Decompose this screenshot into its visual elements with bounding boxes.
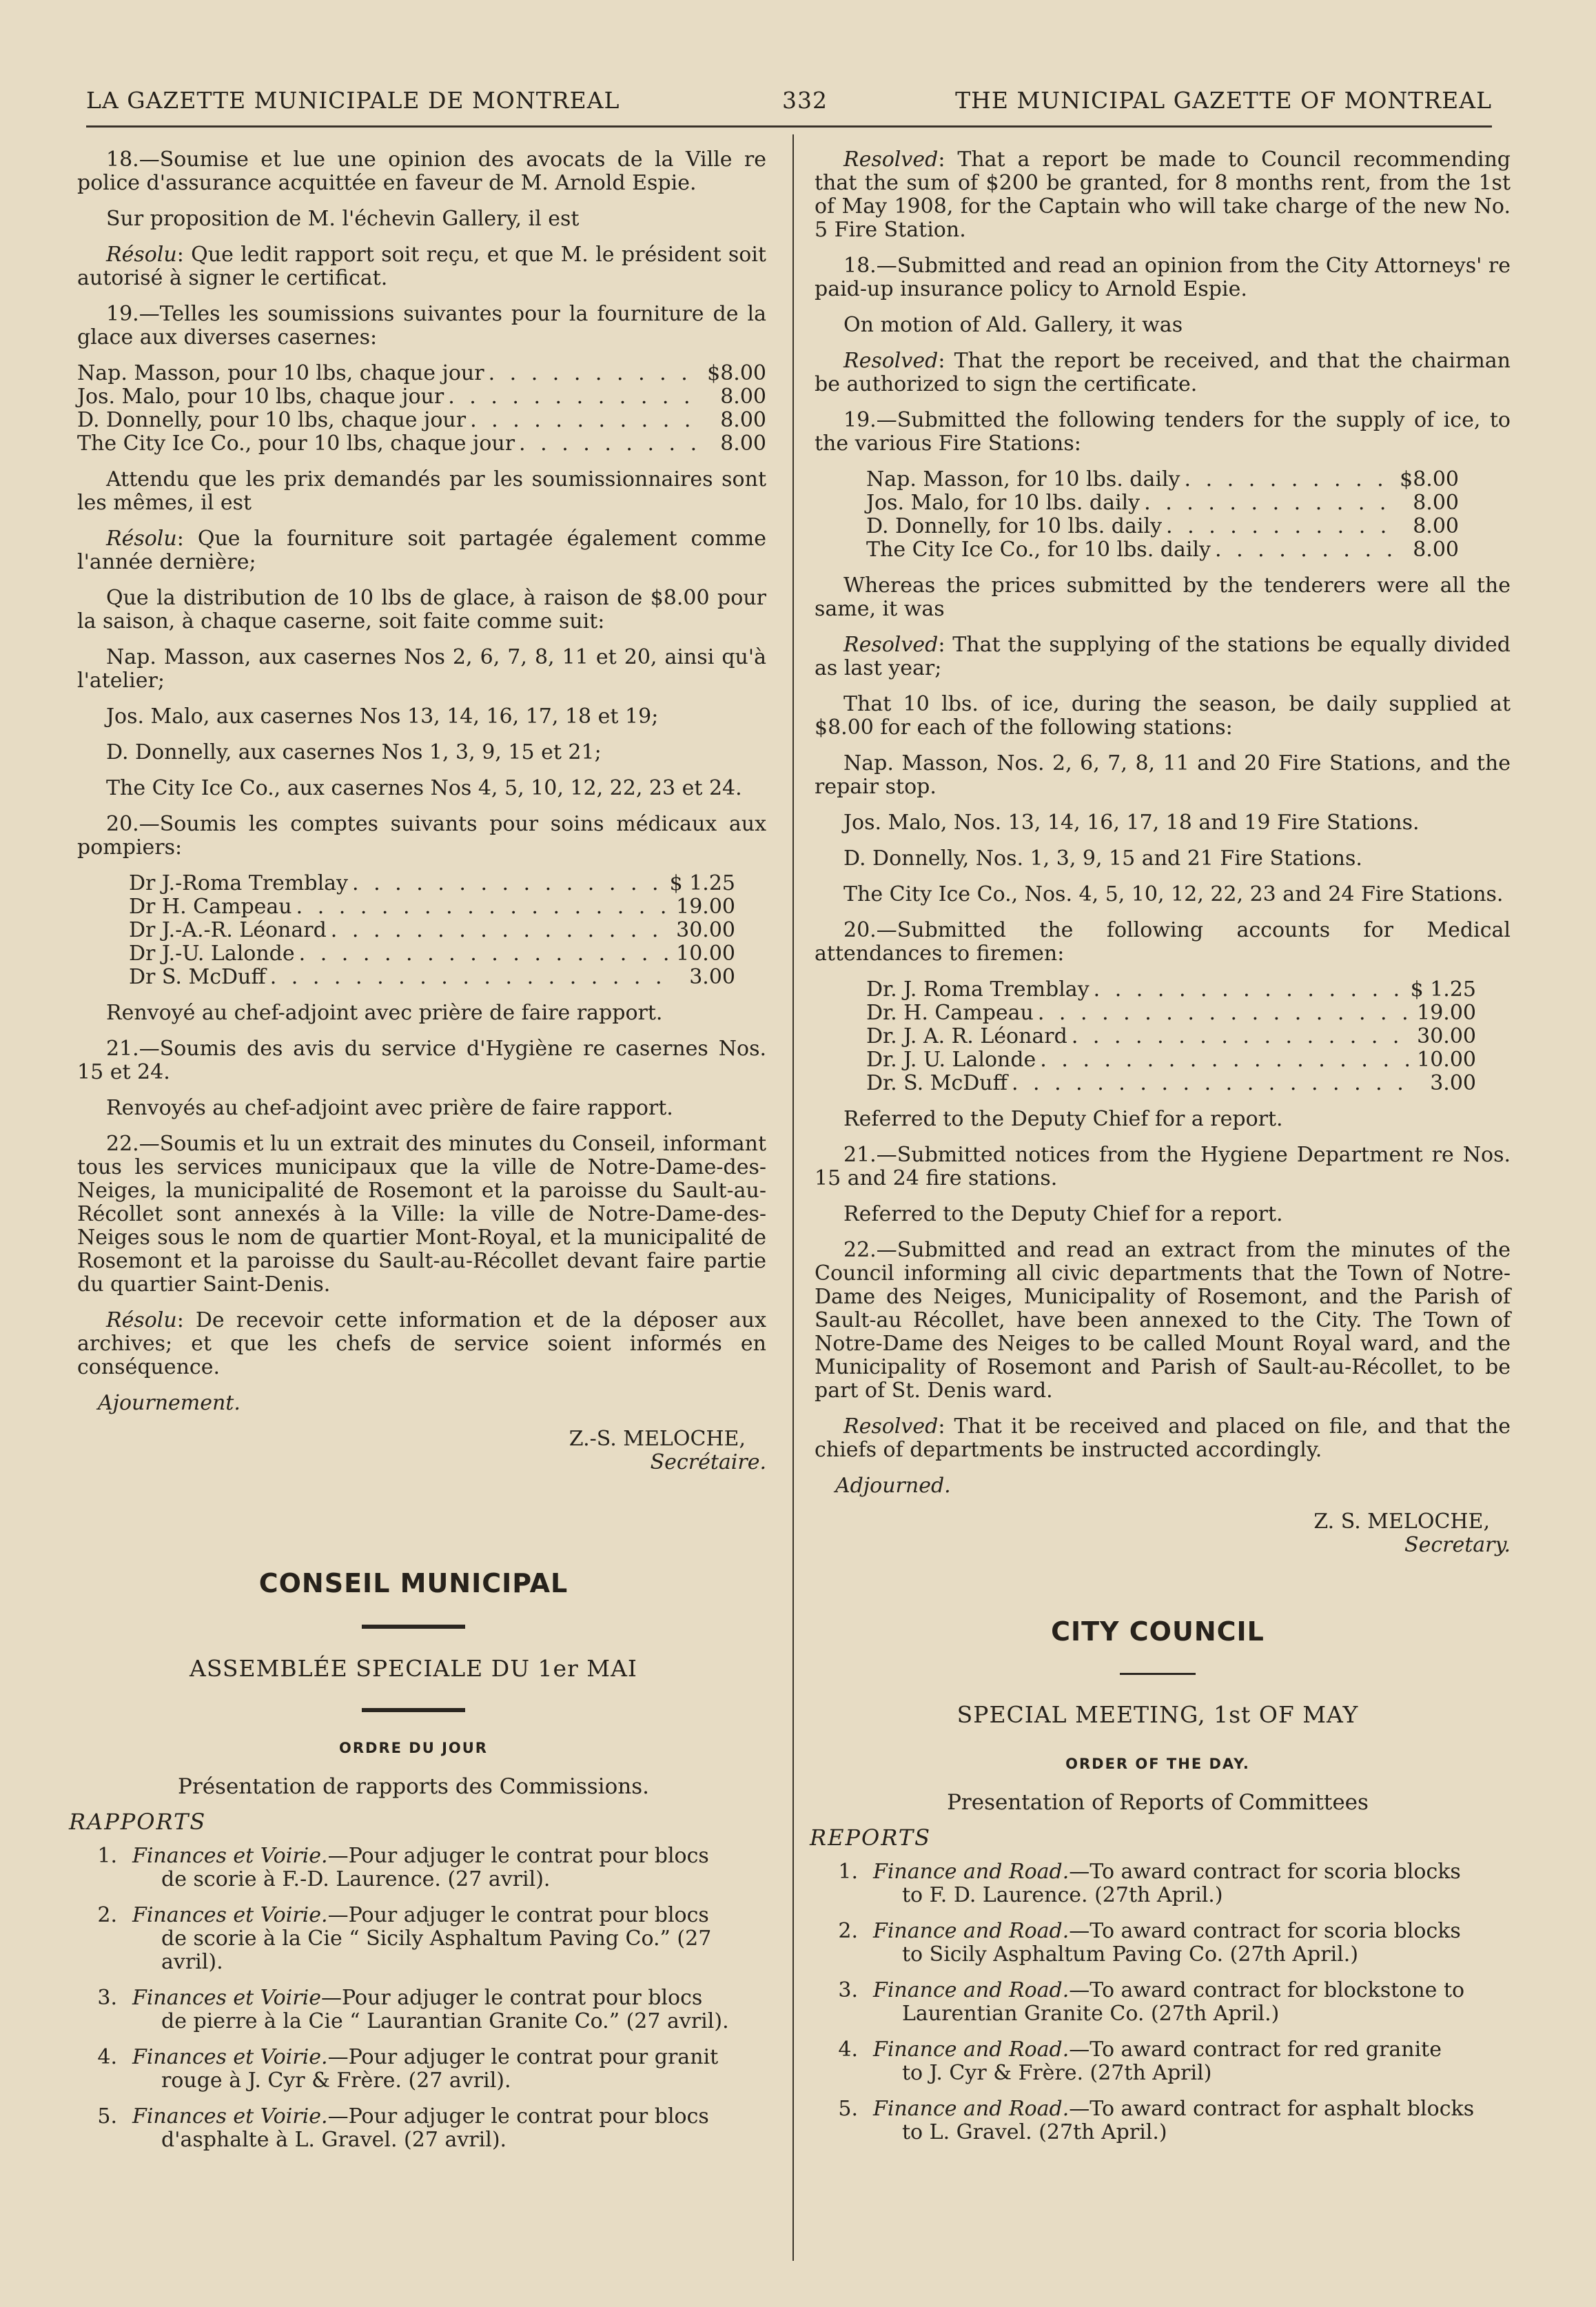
- reports-list: [810, 1860, 1506, 2144]
- referral-21-fr: Renvoyés au chef-adjoint avec prière de faire rapport.: [106, 1096, 673, 1120]
- account-name: Dr S. McDuff: [129, 965, 266, 989]
- resolution-19-fr: [77, 527, 766, 574]
- resolution-22-en: [815, 1415, 1511, 1462]
- report-item: [69, 2046, 758, 2093]
- referral-20-fr: Renvoyé au chef-adjoint avec prière de faire rapport.: [106, 1001, 663, 1025]
- report-number: 1.: [97, 1844, 117, 1868]
- report-detail: rouge à J. Cyr & Frère. (27 avril).: [161, 2069, 511, 2093]
- resolution-text: : Que la fourniture soit partagée également comme l'année dernière;: [77, 527, 766, 574]
- whereas-en: Whereas the prices submitted by the tenderers were all the same, it was: [815, 573, 1511, 621]
- english-column: [815, 148, 1511, 1557]
- report-detail: de scorie à la Cie “ Sicily Asphaltum Paving Co.” (27 avril).: [161, 1927, 712, 1974]
- account-amount: 3.00: [689, 965, 735, 989]
- resolution-22-fr: [77, 1309, 766, 1379]
- tender-row: [77, 362, 766, 385]
- report-text: —Pour adjuger le contrat pour blocs: [321, 1986, 703, 2010]
- item-18-en: 18.—Submitted and read an opinion from the City Attorneys' re paid-up insurance policy to Arnold Espie.: [815, 254, 1511, 301]
- tender-row: [866, 491, 1459, 515]
- item-19-fr: 19.—Telles les soumissions suivantes pour la fourniture de la glace aux diverses casernes:: [77, 302, 766, 349]
- tender-name: The City Ice Co., pour 10 lbs, chaque jour: [77, 431, 515, 456]
- tender-name: Nap. Masson, pour 10 lbs, chaque jour: [77, 361, 484, 385]
- council-section-en: [810, 1616, 1506, 2157]
- report-detail: to J. Cyr & Frère. (27th April): [902, 2061, 1212, 2085]
- item-19-en: 19.—Submitted the following tenders for the supply of ice, to the various Fire Stations:: [815, 408, 1511, 456]
- report-committee: Finance and Road.: [873, 2097, 1070, 2121]
- report-text: —Pour adjuger le contrat pour blocs: [327, 1903, 709, 1927]
- item-21-en: 21.—Submitted notices from the Hygiene Department re Nos. 15 and 24 fire stations.: [815, 1143, 1511, 1190]
- tender-amount: 8.00: [1413, 538, 1459, 562]
- tender-name: D. Donnelly, for 10 lbs. daily: [866, 514, 1163, 538]
- tender-amount: $8.00: [1400, 467, 1459, 491]
- resolution-lead: Resolved: [843, 148, 939, 172]
- ice-tenders-en: [866, 468, 1459, 562]
- item-21-fr: 21.—Soumis des avis du service d'Hygiène re casernes Nos. 15 et 24.: [77, 1037, 766, 1084]
- account-amount: 10.00: [676, 942, 735, 966]
- column-divider: [792, 134, 794, 2261]
- council-section-fr: [69, 1568, 758, 2164]
- signature-fr: [77, 1427, 766, 1474]
- account-row: [129, 966, 735, 989]
- header-french-title: LA GAZETTE MUNICIPALE DE MONTREAL: [86, 87, 620, 114]
- report-number: 1.: [838, 1860, 858, 1884]
- tender-name: Jos. Malo, for 10 lbs. daily: [866, 491, 1140, 515]
- tender-row: [866, 538, 1459, 562]
- tender-amount: 8.00: [720, 431, 766, 456]
- account-amount: 19.00: [1417, 1001, 1476, 1025]
- page-header: [86, 83, 1492, 124]
- report-number: 2.: [97, 1903, 117, 1927]
- account-amount: 3.00: [1430, 1071, 1476, 1095]
- reports-heading: RAPPORTS: [69, 1809, 207, 1835]
- resolution-lead: Résolu: [106, 243, 177, 267]
- referral-20-en: Referred to the Deputy Chief for a report.: [843, 1107, 1283, 1131]
- report-number: 5.: [838, 2097, 858, 2121]
- tender-name: The City Ice Co., for 10 lbs. daily: [866, 538, 1211, 562]
- report-committee: Finance and Road.: [873, 1978, 1070, 2002]
- report-number: 4.: [838, 2037, 858, 2062]
- allotment-cityice-fr: The City Ice Co., aux casernes Nos 4, 5, 10, 12, 22, 23 et 24.: [106, 776, 742, 800]
- page-number: 332: [782, 87, 828, 114]
- tender-row: [866, 468, 1459, 491]
- report-text: —Pour adjuger le contrat pour blocs: [327, 2104, 709, 2128]
- resolution-19-en: [815, 633, 1511, 680]
- distribution-fr: Que la distribution de 10 lbs de glace, à raison de $8.00 pour la saison, à chaque caserne, soit faite comme suit:: [77, 586, 766, 633]
- report-number: 4.: [97, 2045, 117, 2069]
- reports-heading: REPORTS: [810, 1825, 932, 1851]
- report-item: [810, 2038, 1506, 2085]
- allotment-malo-fr: Jos. Malo, aux casernes Nos 13, 14, 16, 17, 18 et 19;: [106, 704, 659, 729]
- report-item: [810, 2097, 1506, 2144]
- motion-fr: Sur proposition de M. l'échevin Gallery, il est: [106, 207, 580, 231]
- tender-row: [866, 515, 1459, 538]
- report-text: —To award contract for blockstone to: [1069, 1978, 1465, 2002]
- referral-21-en: Referred to the Deputy Chief for a report.: [843, 1202, 1283, 1226]
- tender-row: [77, 385, 766, 409]
- signatory-title: Secretary.: [1404, 1533, 1511, 1557]
- signatory-title: Secrétaire.: [650, 1450, 766, 1474]
- account-name: Dr J.-Roma Tremblay: [129, 871, 349, 895]
- report-item: [69, 1904, 758, 1974]
- tender-row: [77, 409, 766, 432]
- medical-accounts-en: [866, 978, 1476, 1095]
- report-item: [69, 1986, 758, 2033]
- report-detail: to Sicily Asphaltum Paving Co. (27th April.): [902, 1942, 1359, 1966]
- meeting-title: SPECIAL MEETING, 1st OF MAY: [956, 1701, 1359, 1728]
- medical-accounts-fr: [129, 872, 735, 989]
- report-detail: d'asphalte à L. Gravel. (27 avril).: [161, 2128, 507, 2152]
- report-detail: Laurentian Granite Co. (27th April.): [902, 2002, 1280, 2026]
- account-amount: $ 1.25: [1410, 977, 1476, 1002]
- allotment-masson-en: Nap. Masson, Nos. 2, 6, 7, 8, 11 and 20 Fire Stations, and the repair stop.: [815, 751, 1511, 799]
- report-number: 3.: [97, 1986, 117, 2010]
- tender-amount: 8.00: [1413, 491, 1459, 515]
- account-amount: $ 1.25: [669, 871, 735, 895]
- report-text: —To award contract for asphalt blocks: [1069, 2097, 1475, 2121]
- account-row: [866, 978, 1476, 1002]
- account-row: [866, 1072, 1476, 1095]
- tender-name: Jos. Malo, pour 10 lbs, chaque jour: [77, 385, 444, 409]
- resolution-lead: Resolved: [843, 633, 939, 657]
- account-name: Dr. S. McDuff: [866, 1071, 1007, 1095]
- signatory-name: Z. S. MELOCHE,: [1313, 1510, 1490, 1534]
- account-name: Dr. J. A. R. Léonard: [866, 1024, 1067, 1048]
- tender-amount: 8.00: [720, 408, 766, 432]
- title-rule: [362, 1708, 465, 1712]
- report-item: [69, 1844, 758, 1891]
- account-name: Dr. J. Roma Tremblay: [866, 977, 1089, 1002]
- report-text: —Pour adjuger le contrat pour granit: [327, 2045, 719, 2069]
- item-22-fr: 22.—Soumis et lu un extrait des minutes du Conseil, informant tous les services municipaux que la ville de Notre-Dame-des-Neiges, la municipalité de Rosemont et la paroisse du Sault-au-Récollet sont annexés à la Ville: la ville de Notre-Dame-des-Neiges sous le nom de quartier Mont-Royal, et la municipalité de Rosemont et la paroisse du Sault-au-Récollet devant faire partie du quartier Saint-Denis.: [77, 1132, 766, 1297]
- report-text: —To award contract for red granite: [1069, 2037, 1442, 2062]
- tender-row: [77, 432, 766, 456]
- order-of-day-heading: ORDER OF THE DAY.: [1065, 1756, 1250, 1772]
- resolution-lead: Resolved: [843, 1414, 939, 1439]
- report-number: 2.: [838, 1919, 858, 1943]
- motion-en: On motion of Ald. Gallery, it was: [843, 313, 1183, 337]
- allotment-malo-en: Jos. Malo, Nos. 13, 14, 16, 17, 18 and 19 Fire Stations.: [843, 811, 1420, 835]
- tender-name: Nap. Masson, for 10 lbs. daily: [866, 467, 1180, 491]
- report-detail: de scorie à F.-D. Laurence. (27 avril).: [161, 1867, 551, 1891]
- report-committee: Finance and Road.: [873, 1919, 1070, 1943]
- tender-name: D. Donnelly, pour 10 lbs, chaque jour: [77, 408, 467, 432]
- account-row: [866, 1048, 1476, 1072]
- account-name: Dr J.-U. Lalonde: [129, 942, 295, 966]
- allotment-masson-fr: Nap. Masson, aux casernes Nos 2, 6, 7, 8, 11 et 20, ainsi qu'à l'atelier;: [77, 645, 766, 693]
- account-name: Dr H. Campeau: [129, 895, 292, 919]
- report-item: [810, 1979, 1506, 2026]
- whereas-fr: Attendu que les prix demandés par les soumissionnaires sont les mêmes, il est: [77, 467, 766, 515]
- report-text: —To award contract for scoria blocks: [1069, 1919, 1461, 1943]
- account-amount: 30.00: [1417, 1024, 1476, 1048]
- section-title: CITY COUNCIL: [1051, 1616, 1265, 1647]
- report-item: [810, 1860, 1506, 1907]
- reports-list: [69, 1844, 758, 2152]
- report-detail: de pierre à la Cie “ Laurantian Granite Co.” (27 avril).: [161, 2009, 729, 2033]
- distribution-en: That 10 lbs. of ice, during the season, be daily supplied at $8.00 for each of the following stations:: [815, 692, 1511, 740]
- adjournment-fr: Ajournement.: [98, 1391, 241, 1415]
- report-number: 3.: [838, 1978, 858, 2002]
- resolution-lead: Resolved: [843, 349, 939, 373]
- report-detail: to L. Gravel. (27th April.): [902, 2120, 1167, 2144]
- account-row: [866, 1025, 1476, 1048]
- french-column: [77, 148, 766, 1474]
- report-committee: Finances et Voirie.: [132, 2045, 328, 2069]
- report-committee: Finance and Road.: [873, 2037, 1070, 2062]
- resolution-text: : De recevoir cette information et de la déposer aux archives; et que les chefs de service soient informés en conséquence.: [77, 1308, 766, 1379]
- resolution-18-en: [815, 349, 1511, 396]
- signature-en: [815, 1510, 1511, 1557]
- report-committee: Finances et Voirie.: [132, 2104, 328, 2128]
- tender-amount: 8.00: [720, 385, 766, 409]
- account-row: [129, 919, 735, 942]
- resolution-text: : That it be received and placed on file, and that the chiefs of departments be instructed accordingly.: [815, 1414, 1511, 1462]
- item-22-en: 22.—Submitted and read an extract from the minutes of the Council informing all civic departments that the Town of Notre-Dame des Neiges, Municipality of Rosemont, and the Parish of Sault-au Récollet, have been annexed to the City. The Town of Notre-Dame des Neiges to be called Mount Royal ward, and the Municipality of Rosemont and Parish of Sault-au-Récollet, to be part of St. Denis ward.: [815, 1238, 1511, 1403]
- allotment-cityice-en: The City Ice Co., Nos. 4, 5, 10, 12, 22, 23 and 24 Fire Stations.: [843, 882, 1504, 906]
- title-rule: [362, 1625, 465, 1629]
- report-item: [69, 2105, 758, 2152]
- resolution-18-fr: [77, 243, 766, 290]
- report-detail: to F. D. Laurence. (27th April.): [902, 1883, 1223, 1907]
- resolution-text: : That the supplying of the stations be equally divided as last year;: [815, 633, 1511, 680]
- meeting-title: ASSEMBLÉE SPECIALE DU 1er MAI: [190, 1655, 637, 1682]
- report-committee: Finances et Voirie.: [132, 1844, 328, 1868]
- allotment-donnelly-en: D. Donnelly, Nos. 1, 3, 9, 15 and 21 Fire Stations.: [843, 846, 1362, 871]
- item-20-fr: 20.—Soumis les comptes suivants pour soins médicaux aux pompiers:: [77, 812, 766, 860]
- report-text: —To award contract for scoria blocks: [1069, 1860, 1461, 1884]
- item-20-en: 20.—Submitted the following accounts for Medical attendances to firemen:: [815, 918, 1511, 966]
- resolution-text: : Que ledit rapport soit reçu, et que M. le président soit autorisé à signer le certificat.: [77, 243, 766, 290]
- resolution-17-en: [815, 148, 1511, 242]
- item-18-fr: 18.—Soumise et lue une opinion des avocats de la Ville re police d'assurance acquittée en faveur de M. Arnold Espie.: [77, 148, 766, 195]
- account-amount: 30.00: [676, 918, 735, 942]
- resolution-text: : That the report be received, and that the chairman be authorized to sign the certificate.: [815, 349, 1511, 396]
- title-rule: [1120, 1673, 1196, 1675]
- account-name: Dr. J. U. Lalonde: [866, 1048, 1036, 1072]
- account-row: [866, 1002, 1476, 1025]
- report-text: —Pour adjuger le contrat pour blocs: [327, 1844, 709, 1868]
- tender-amount: $8.00: [707, 361, 766, 385]
- order-of-day-heading: ORDRE DU JOUR: [339, 1740, 488, 1756]
- report-committee: Finance and Road.: [873, 1860, 1070, 1884]
- header-english-title: THE MUNICIPAL GAZETTE OF MONTREAL: [955, 87, 1492, 114]
- header-rule: [86, 125, 1492, 128]
- account-row: [129, 895, 735, 919]
- account-row: [129, 942, 735, 966]
- report-item: [810, 1920, 1506, 1966]
- presentation-line: Presentation of Reports of Committees: [947, 1790, 1369, 1815]
- adjournment-en: Adjourned.: [835, 1474, 951, 1498]
- account-amount: 19.00: [676, 895, 735, 919]
- ice-tenders-fr: [77, 362, 766, 456]
- report-committee: Finances et Voirie.: [132, 1903, 328, 1927]
- section-title: CONSEIL MUNICIPAL: [258, 1568, 569, 1598]
- allotment-donnelly-fr: D. Donnelly, aux casernes Nos 1, 3, 9, 15 et 21;: [106, 740, 602, 764]
- resolution-text: : That a report be made to Council recommending that the sum of $200 be granted, for 8 months rent, from the 1st of May 1908, for the Captain who will take charge of the new No. 5 Fire Station.: [815, 148, 1511, 242]
- account-name: Dr. H. Campeau: [866, 1001, 1034, 1025]
- account-amount: 10.00: [1417, 1048, 1476, 1072]
- account-name: Dr J.-A.-R. Léonard: [129, 918, 327, 942]
- signatory-name: Z.-S. MELOCHE,: [569, 1427, 746, 1451]
- resolution-lead: Résolu: [106, 527, 177, 551]
- tender-amount: 8.00: [1413, 514, 1459, 538]
- report-number: 5.: [97, 2104, 117, 2128]
- report-committee: Finances et Voirie: [132, 1986, 322, 2010]
- account-row: [129, 872, 735, 895]
- presentation-line: Présentation de rapports des Commissions.: [178, 1774, 649, 1799]
- resolution-lead: Résolu: [106, 1308, 177, 1332]
